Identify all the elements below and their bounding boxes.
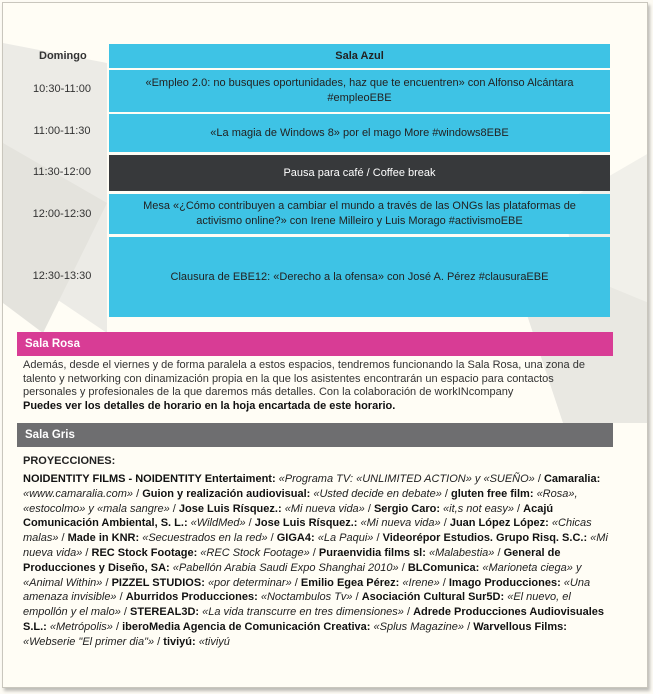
- producer-name: STEREAL3D:: [130, 606, 200, 619]
- producer-name: BLComunica:: [407, 561, 480, 574]
- work-title: «Noctambulos Tv»: [260, 591, 353, 604]
- producer-name: Videorépor Estudios. Grupo Risq. S.C.:: [382, 532, 588, 545]
- work-title: «El nuevo, el empollón y el malo»: [23, 591, 571, 619]
- producer-name: gluten free film:: [450, 487, 534, 500]
- projection-entry: Acajú Comunicación Ambiental, S. L.: «WildMed» /: [23, 502, 554, 530]
- time-slot: 12:00-12:30: [32, 208, 92, 220]
- sala-rosa-note: Puedes ver los detalles de horario en la hoja encartada de este horario.: [23, 399, 396, 412]
- work-title: «Mi nueva vida»: [360, 517, 441, 530]
- work-title: «Rosa», «estocolmo» y «mala sangre»: [23, 487, 578, 515]
- work-title: «Secuestrados en la red»: [142, 532, 268, 545]
- coffee-break-box: Pausa para café / Coffee break: [109, 155, 610, 191]
- work-title: «Marioneta ciega» y «Animal Within»: [23, 561, 582, 589]
- projection-entry: Juan López López: «Chicas malas» /: [23, 517, 592, 545]
- work-title: «www.camaralia.com»: [23, 487, 134, 500]
- producer-name: tiviyú:: [163, 635, 196, 648]
- projection-entry: REC Stock Footage: «REC Stock Footage» /: [91, 546, 319, 559]
- work-title: «Splus Magazine»: [373, 620, 465, 633]
- producer-name: Imago Producciones:: [448, 576, 561, 589]
- producer-name: iberoMedia Agencia de Comunicación Creativa:: [122, 620, 371, 633]
- producer-name: NOIDENTITY FILMS - NOIDENTITY Entertaiment:: [23, 473, 276, 485]
- projection-entry: Made in KNR: «Secuestrados en la red» /: [67, 532, 277, 545]
- projection-entry: Emilio Egea Pérez: «Irene» /: [300, 576, 449, 589]
- projection-entry: [163, 636, 230, 648]
- work-title: «WildMed»: [190, 517, 246, 530]
- producer-name: Guion y realización audiovisual:: [142, 487, 311, 500]
- projection-entry: PIZZEL STUDIOS: «por determinar» /: [111, 576, 301, 589]
- work-title: «REC Stock Footage»: [200, 546, 310, 559]
- work-title: «Mi nueva vida»: [284, 502, 365, 515]
- projections-heading: PROYECCIONES:: [23, 455, 116, 467]
- work-title: «Chicas malas»: [23, 517, 592, 545]
- sala-rosa-description: [23, 359, 603, 413]
- projection-entry: Puraenvidia films sl: «Malabestia» /: [318, 546, 504, 559]
- producer-name: Camaralia:: [543, 473, 601, 485]
- work-title: «Usted decide en debate»: [313, 487, 442, 500]
- producer-name: Sergio Caro:: [373, 502, 440, 515]
- projection-entry: Sergio Caro: «it,s not easy» /: [373, 502, 524, 515]
- time-slot: 11:00-11:30: [33, 125, 91, 137]
- projection-entry: Warvellous Films: «Webserie "El primer dia"» /: [23, 620, 567, 648]
- session-box: «La magia de Windows 8» por el mago More #windows8EBE: [109, 114, 610, 152]
- time-slot: 11:30-12:00: [33, 166, 91, 178]
- time-slot: 12:30-13:30: [32, 270, 92, 282]
- producer-name: Juan López López:: [449, 517, 549, 530]
- projection-entry: Jose Luis Rísquez.: «Mi nueva vida» /: [178, 502, 374, 515]
- producer-name: General de Producciones y Diseño, SA:: [23, 546, 561, 574]
- session-box: «Empleo 2.0: no busques oportunidades, haz que te encuentren» con Alfonso Alcántara #empleoEBE: [109, 70, 610, 112]
- projection-entry: General de Producciones y Diseño, SA: «Pabellón Arabia Saudi Expo Shanghai 2010» /: [23, 546, 561, 574]
- producer-name: Puraenvidia films sl:: [318, 546, 426, 559]
- room-header-sala-azul: Sala Azul: [109, 44, 610, 68]
- time-slot: 10:30-11:00: [33, 83, 91, 95]
- projection-entry: Videorépor Estudios. Grupo Risq. S.C.: «Mi nueva vida» /: [23, 532, 608, 559]
- producer-name: Adrede Producciones Audiovisuales S.L.:: [23, 606, 605, 633]
- work-title: «Webserie "El primer dia"»: [23, 635, 155, 648]
- projection-entry: iberoMedia Agencia de Comunicación Creativa: «Splus Magazine» /: [122, 620, 474, 633]
- work-title: «La vida transcurre en tres dimensiones»: [202, 606, 404, 619]
- schedule-day-label: Domingo: [39, 50, 87, 62]
- projection-entry: Adrede Producciones Audiovisuales S.L.: «Metrópolis» /: [23, 606, 605, 633]
- work-title: «Pabellón Arabia Saudi Expo Shanghai 2010»: [172, 561, 399, 574]
- projection-entry: NOIDENTITY FILMS - NOIDENTITY Entertaiment: «Programa TV: «UNLIMITED ACTION» y «SUEÑO» /: [23, 473, 544, 485]
- projection-entry: GIGA4: «La Paqui» /: [276, 532, 383, 545]
- session-box: Clausura de EBE12: «Derecho a la ofensa» con José A. Pérez #clausuraEBE: [109, 237, 610, 317]
- projection-entry: Asociación Cultural Sur5D: «El nuevo, el empollón y el malo» /: [23, 591, 571, 619]
- sala-rosa-body: Además, desde el viernes y de forma paralela a estos espacios, tendremos funcionando la Sala Rosa, una zona de talento y networking con dinamización propia en la que los asistentes encontrarán un espacio para contactos personales y profesionales de la que daremos más detalles. Con la colaboración de workINcompany: [23, 359, 585, 398]
- work-title: «Mi nueva vida»: [23, 532, 608, 559]
- work-title: «Metrópolis»: [49, 620, 113, 633]
- projection-entry: gluten free film: «Rosa», «estocolmo» y «mala sangre» /: [23, 487, 578, 515]
- projection-entry: Imago Producciones: «Una amenaza invisible» /: [23, 576, 591, 604]
- producer-name: REC Stock Footage:: [91, 546, 198, 559]
- work-title: «tiviyú: [198, 635, 230, 648]
- section-header-sala-rosa: Sala Rosa: [17, 332, 613, 356]
- work-title: «it,s not easy»: [443, 502, 514, 515]
- projections-list: [23, 472, 613, 650]
- projection-entry: BLComunica: «Marioneta ciega» y «Animal Within» /: [23, 561, 582, 589]
- work-title: «Malabestia»: [428, 546, 495, 559]
- producer-name: Emilio Egea Pérez:: [300, 576, 400, 589]
- producer-name: Jose Luis Rísquez.:: [178, 502, 282, 515]
- projection-entry: STEREAL3D: «La vida transcurre en tres dimensiones» /: [130, 606, 414, 619]
- producer-name: Aburridos Producciones:: [125, 591, 258, 604]
- producer-name: Warvellous Films:: [473, 620, 567, 633]
- work-title: «por determinar»: [207, 576, 292, 589]
- work-title: «Programa TV: «UNLIMITED ACTION» y «SUEÑO»: [278, 473, 535, 485]
- work-title: «Una amenaza invisible»: [23, 576, 591, 604]
- session-box: Mesa «¿Cómo contribuyen a cambiar el mundo a través de las ONGs las plataformas de activismo online?» con Irene Milleiro y Luis Morago #activismoEBE: [109, 194, 610, 234]
- producer-name: Asociación Cultural Sur5D:: [361, 591, 505, 604]
- projection-entry: Camaralia: «www.camaralia.com» /: [23, 473, 601, 500]
- producer-name: GIGA4:: [276, 532, 315, 545]
- projection-entry: Guion y realización audiovisual: «Usted decide en debate» /: [142, 487, 451, 500]
- producer-name: PIZZEL STUDIOS:: [111, 576, 205, 589]
- document-page: [2, 2, 648, 688]
- producer-name: Jose Luis Rísquez.:: [254, 517, 358, 530]
- producer-name: Made in KNR:: [67, 532, 140, 545]
- work-title: «La Paqui»: [317, 532, 374, 545]
- producer-name: Acajú Comunicación Ambiental, S. L.:: [23, 502, 554, 530]
- projection-entry: Aburridos Producciones: «Noctambulos Tv» /: [125, 591, 362, 604]
- work-title: «Irene»: [402, 576, 440, 589]
- section-header-sala-gris: Sala Gris: [17, 423, 613, 447]
- projection-entry: Jose Luis Rísquez.: «Mi nueva vida» /: [254, 517, 450, 530]
